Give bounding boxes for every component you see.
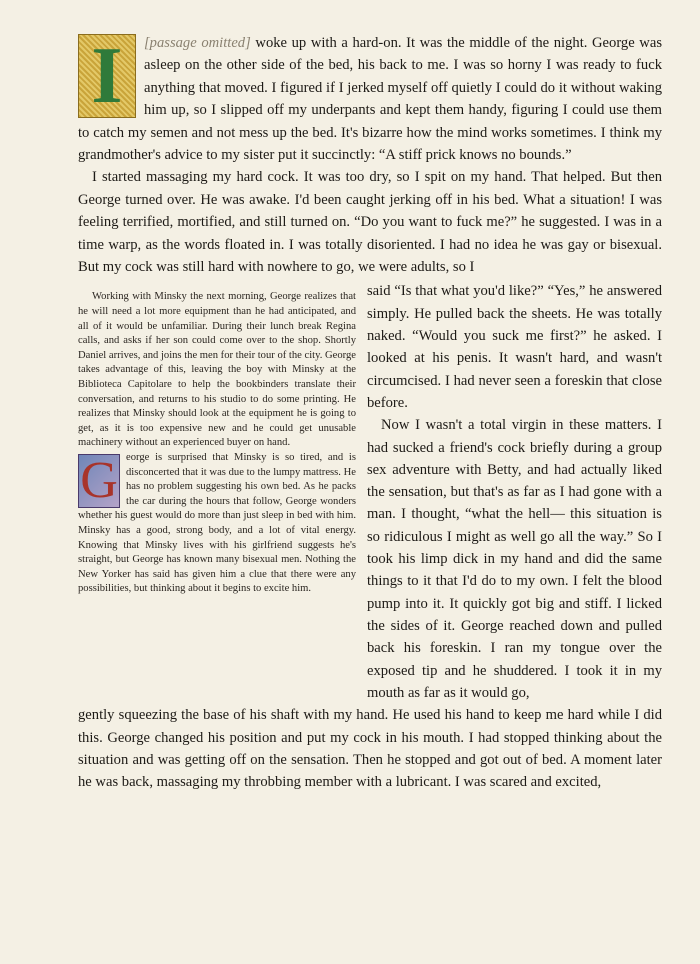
illuminated-dropcap: I	[78, 34, 136, 118]
two-column-section	[78, 280, 662, 704]
main-text-bottom	[78, 704, 662, 794]
paragraph: Now I wasn't a total virgin in these matters. I had sucked a friend's cock briefly during a group sex adventure with Betty, and had actually liked the sensation, but that's as far as I had gone with a man. I thought, “what the hell— this situation is so ridiculous I might as well go all the way.” So I took his limp dick in my hand and did the same things to it that I'd do to my own. I felt the blood pump into it. It quickly got big and stiff. I licked the sides of it. George reached down and pulled back his foreskin. I ran my tongue over the exposed tip and he shuddered. I took it in my mouth as far as it would go,	[367, 417, 662, 701]
paragraph: said “Is that what you'd like?” “Yes,” he answered simply. He pulled back the sheets. He was totally naked. “Would you suck me first?” he asked. I looked at his penis. It wasn't hard, and wasn't circumcised. I had never seen a foreskin that close before.	[367, 283, 662, 411]
omitted-note: [passage omitted]	[144, 35, 251, 51]
paragraph	[78, 32, 662, 166]
sidebar-summary	[78, 290, 356, 596]
main-text-top	[78, 32, 662, 278]
illuminated-dropcap: G	[78, 454, 120, 508]
paragraph: gently squeezing the base of his shaft with my hand. He used his hand to keep me hard while I did this. George changed his position and put my cock in his mouth. I had stopped thinking about the situation and was getting off on the sensation. Then he stopped and got out of bed. A moment later he was back, massaging my throbbing member with a lubricant. I was scared and excited,	[78, 707, 662, 791]
sidebar-paragraph: Working with Minsky the next morning, George realizes that he will need a lot more equipment than he had anticipated, and all of it would be unfamiliar. During their lunch break Regina calls, and asks if her son could come over to the shop. Shortly Daniel arrives, and joins the men for their tour of the city. George takes advantage of this, leaving the boy with Minsky at the Biblioteca Capitolare to help the bookbinders translate their conversation, and returns to his studio to do some printing. He realizes that Minsky should look at the equipment he is going to get, as it is too expensive new and he could get unusable machinery without an experienced buyer on hand.	[78, 291, 356, 449]
paragraph: I started massaging my hard cock. It was too dry, so I spit on my hand. That helped. But then George turned over. He was awake. I'd been caught jerking off in his bed. What a situation! I was feeling terrified, mortified, and still turned on. “Do you want to fuck me?” he suggested. I was in a time warp, as the words floated in. I was totally disoriented. I had no idea he was gay or bisexual. But my cock was still hard with nowhere to go, we were adults, so I	[78, 169, 662, 276]
sidebar-paragraph: eorge is surprised that Minsky is so tired, and is disconcerted that it was due to the lumpy mattress. He has no problem suggesting his own bed. As he packs the car during the hours that follow, George wonders whether his guest would do more than just sleep in bed with him. Minsky has a good, strong body, and a lot of vital energy. Knowing that Minsky lives with his girlfriend suggests he's straight, but George has known many bisexual men. Nothing the New Yorker has said has given him a clue that there were any possibilities, but thinking about it begins to excite him.	[78, 452, 356, 595]
paragraph-text: woke up with a hard-on. It was the middle of the night. George was asleep on the other side of the bed, his back to me. I was so horny I was ready to fuck anything that moved. I figured if I jerked myself off quietly I could do it without waking him up, so I slipped off my underpants and kept them handy, figuring I could use them to catch my semen and not mess up the bed. It's bizarre how the mind works sometimes. I think my grandmother's advice to my sister put it succinctly: “A stiff prick knows no bounds.”	[78, 35, 663, 164]
main-text-right-column	[367, 280, 662, 704]
